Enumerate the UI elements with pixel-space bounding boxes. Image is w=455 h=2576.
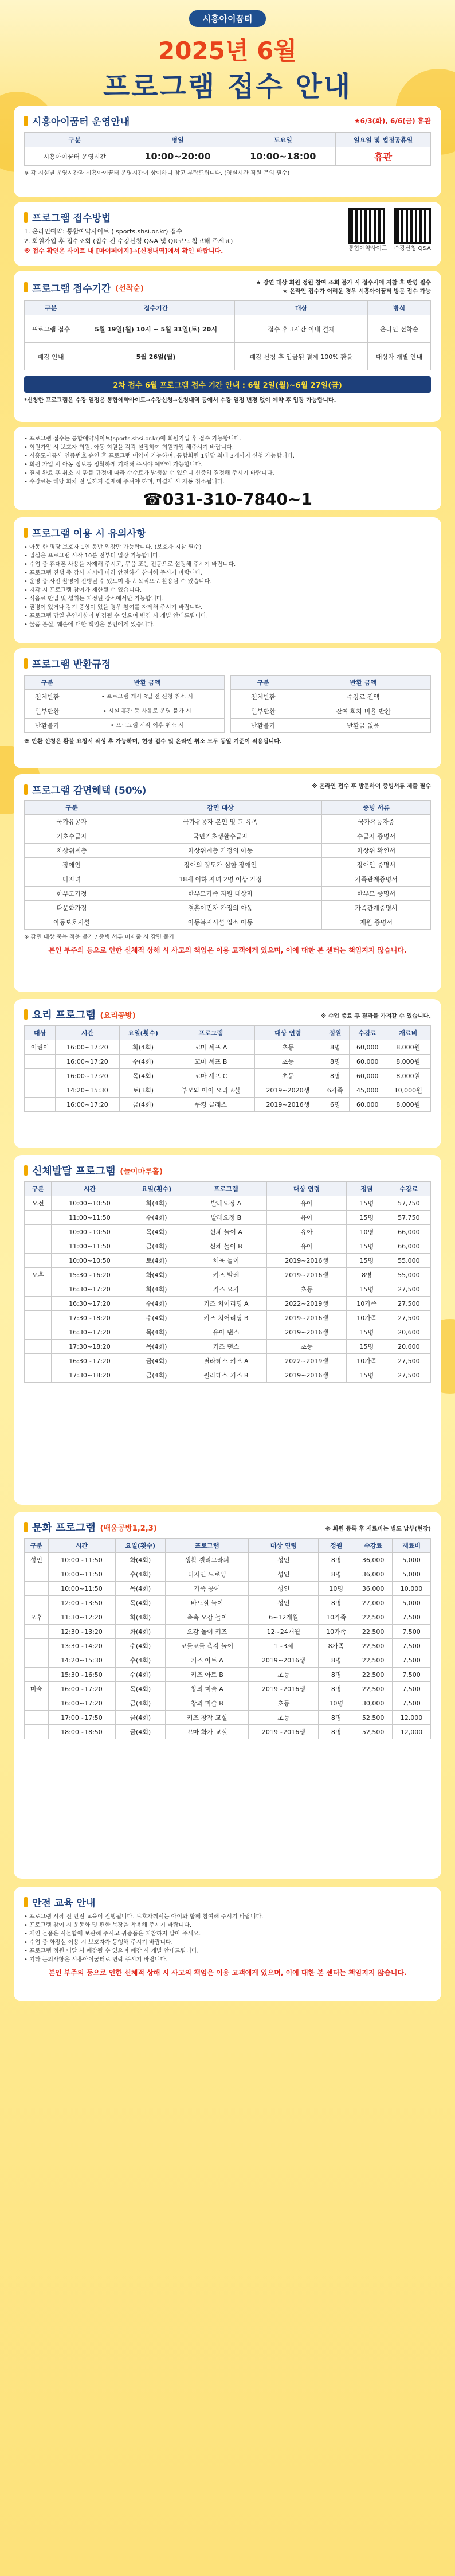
closed-note: ★6/3(화), 6/6(금) 휴관	[354, 117, 431, 125]
operation-table: 구분 평일 토요일 일요일 및 법정공휴일 시흥아이꿈터 운영시간 10:00~20:00 10:00~18:00 휴관	[24, 132, 431, 166]
refund-table-right: 구분 반환 금액 전체반환 수강료 전액 일부반환 잔여 회차 비율 반환 반환불가 반환금 없음	[230, 675, 431, 733]
page-title: 프로그램 접수 안내	[103, 71, 352, 103]
cooking-table: 대상 시간 요일(횟수) 프로그램 대상 연령 정원 수강료 재료비 어린이 16:00~17:20 화(4회) 꼬마 셰프 A 초등 8명 60,000 8,000원 16:00~17:20 수(4회) 꼬마 셰프 B 초등 8명 60,000 8,000원 16:00~17:20 목(4회) 꼬마 셰프 C 초등 8명 60,000 8,000원 14:20~15:30 토(3회) 부모와 아이 요리교실 2019~2020생 6가족 45,000 10,000원 16:00~17:20 금(4회) 쿠킹 클래스 2019~2016생 6명 60,000 8,000원	[24, 1025, 431, 1112]
rules-section: 프로그램 이용 시 유의사항 • 아동 한 명당 보호자 1인 동반 입장만 가능합니다. (보호자 지참 필수) • 입실은 프로그램 시작 10분 전부터 입장 가능합니다. • 수업 중 휴대폰 사용을 자제해 주시고, 무음 또는 진동으로 설정해 주시기 바랍니다. • 프로그램 진행 중 강사 지시에 따라 안전하게 참여해 주시기 바랍니다. • 운영 중 사진 촬영이 진행될 수 있으며 홍보 목적으로 활용될 수 있습니다. • 지각 시 프로그램 참여가 제한될 수 있습니다. • 식음료 반입 및 섭취는 지정된 장소에서만 가능합니다. • 질병이 있거나 감기 증상이 있을 경우 참여를 자제해 주시기 바랍니다. • 프로그램 당일 운영사항이 변경될 수 있으며 변경 시 개별 안내드립니다. • 물품 분실, 훼손에 대한 책임은 본인에게 있습니다.	[14, 517, 441, 643]
cooking-section: 요리 프로그램 (요리공방) ※ 수업 종료 후 결과물 가져갈 수 있습니다. 대상 시간 요일(횟수) 프로그램 대상 연령 정원 수강료 재료비 어린이 16:00~17:20 화(4회) 꼬마 셰프 A 초등 8명 60,000 8,000원 16:00~17:20 수(4회) 꼬마 셰프 B 초등 8명 60,000 8,000원 16:00~17:20 목(4회) 꼬마 셰프 C 초등 8명 60,000 8,000원 14:20~15:30 토(3회) 부모와 아이 요리교실 2019~2020생 6가족 45,000 10,000원 16:00~17:20 금(4회) 쿠킹 클래스 2019~2016생 6명 60,000 8,000원	[14, 999, 441, 1148]
qr-code-icon[interactable]	[394, 208, 431, 244]
period-table: 구분 접수기간 대상 방식 프로그램 접수 5월 19일(월) 10시 ~ 5월 31일(토) 20시 접수 후 3시간 이내 결제 온라인 선착순 폐강 안내 5월 26일(월) 폐강 신청 후 입금된 결제 100% 환불 대상자 개별 안내	[24, 300, 431, 370]
culture-table: 구분 시간 요일(횟수) 프로그램 대상 연령 정원 수강료 재료비 성인 10:00~11:50 화(4회) 생활 캘리그라피 성인 8명 36,000 5,000 10:00~11:50 수(4회) 디자인 드로잉 성인 8명 36,000 5,000 10:00~11:50 목(4회) 가죽 공예 성인 10명 36,000 10,000 12:00~13:50 목(4회) 바느질 놀이 성인 8명 27,000 5,000 오후 11:30~12:20 화(4회) 촉촉 오감 놀이 6~12개월 10가족 22,500 7,500 12:30~13:20 화(4회) 오감 놀이 키즈 12~24개월 10가족 22,500 7,500 13:30~14:20 수(4회) 꼬물꼬물 촉감 놀이 1~3세 8가족 22,500 7,500 14:20~15:30 수(4회) 키즈 아트 A 2019~2016생 8명 22,500 7,500 15:30~16:50 수(4회) 키즈 아트 B 초등 8명 22,500 7,500 미술 16:00~17:20 목(4회) 창의 미술 A 2019~2016생 8명 22,500 7,500 16:00~17:20 금(4회) 창의 미술 B 초등 10명 30,000 7,500 17:00~17:50 금(4회) 키즈 창작 교실 초등 8명 52,500 12,000 18:00~18:50 금(4회) 꼬마 화가 교실 2019~2016생 8명 52,500 12,000	[24, 1538, 431, 1739]
disclaimer: 본인 부주의 등으로 인한 신체적 상해 시 사고의 책임은 이용 고객에게 있으며, 이에 대한 본 센터는 책임지지 않습니다.	[48, 946, 407, 954]
period-section: 프로그램 접수기간 (선착순) ★ 강연 대상 회원 정원 참여 조회 불가 시 접수시에 지참 후 반영 필수 ★ 온라인 접수가 어려운 경우 시흥아이꿈터 방문 접수 가능 구분 접수기간 대상 방식 프로그램 접수 5월 19일(월) 10시 ~ 5월 31일(토) 20시 접수 후 3시간 이내 결제 온라인 선착순 폐강 안내 5월 26일(월) 폐강 신청 후 입금된 결제 100% 환불 대상자 개별 안내 2차 접수 6월 프로그램 접수 기간 안내 : 6월 2일(월)~6월 27일(금) *신청한 프로그램은 수강 일정은 통합예약사이트→수강신청→신청내역 등에서 수강 일정 변경 없이 예약 후 입장 가능합니다.	[14, 271, 441, 422]
year-month: 2025년 6월	[158, 37, 297, 65]
culture-section: 문화 프로그램 (배움공방1,2,3) ※ 회원 등록 후 재료비는 별도 납부(현장) 구분 시간 요일(횟수) 프로그램 대상 연령 정원 수강료 재료비 성인 10:00~11:50 화(4회) 생활 캘리그라피 성인 8명 36,000 5,000 10:00~11:50 수(4회) 디자인 드로잉 성인 8명 36,000 5,000 10:00~11:50 목(4회) 가죽 공예 성인 10명 36,000 10,000 12:00~13:50 목(4회) 바느질 놀이 성인 8명 27,000 5,000 오후 11:30~12:20 화(4회) 촉촉 오감 놀이 6~12개월 10가족 22,500 7,500 12:30~13:20 화(4회) 오감 놀이 키즈 12~24개월 10가족 22,500 7,500 13:30~14:20 수(4회) 꼬물꼬물 촉감 놀이 1~3세 8가족 22,500 7,500 14:20~15:30 수(4회) 키즈 아트 A 2019~2016생 8명 22,500 7,500 15:30~16:50 수(4회) 키즈 아트 B 초등 8명 22,500 7,500 미술 16:00~17:20 목(4회) 창의 미술 A 2019~2016생 8명 22,500 7,500 16:00~17:20 금(4회) 창의 미술 B 초등 10명 30,000 7,500 17:00~17:50 금(4회) 키즈 창작 교실 초등 8명 52,500 12,000 18:00~18:50 금(4회) 꼬마 화가 교실 2019~2016생 8명 52,500 12,000	[14, 1512, 441, 1879]
qr-code-icon[interactable]	[348, 208, 385, 244]
sports-table: 구분 시간 요일(횟수) 프로그램 대상 연령 정원 수강료 오전 10:00~10:50 화(4회) 발레요정 A 유아 15명 57,750 11:00~11:50 수(4회) 발레요정 B 유아 15명 57,750 10:00~10:50 목(4회) 신체 놀이 A 유아 10명 66,000 11:00~11:50 금(4회) 신체 놀이 B 유아 15명 66,000 10:00~10:50 토(4회) 체육 놀이 2019~2016생 15명 55,000 오후 15:30~16:20 화(4회) 키즈 발레 2019~2016생 8명 55,000 16:30~17:20 화(4회) 키즈 요가 초등 15명 27,500 16:30~17:20 수(4회) 키즈 치어리딩 A 2022~2019생 10가족 27,500 17:30~18:20 수(4회) 키즈 치어리딩 B 2019~2016생 10가족 27,500 16:30~17:20 목(4회) 유아 댄스 2019~2016생 15명 20,600 17:30~18:20 목(4회) 키즈 댄스 초등 15명 20,600 16:30~17:20 금(4회) 필라테스 키즈 A 2022~2019생 10가족 27,500 17:30~18:20 금(4회) 필라테스 키즈 B 2019~2016생 15명 27,500	[24, 1181, 431, 1383]
discount-table: 구분 감면 대상 증빙 서류 국가유공자 국가유공자 본인 및 그 유족 국가유공자증 기초수급자 국민기초생활수급자 수급자 증명서 차상위계층 차상위계층 가정의 아동 차상위 확인서 장애인 장애의 정도가 심한 장애인 장애인 증명서 다자녀 18세 이하 자녀 2명 이상 가정 가족관계증명서 한부모가정 한부모가족 지원 대상자 한부모 증명서 다문화가정 결혼이민자 가정의 아동 가족관계증명서 아동보호시설 아동복지시설 입소 아동 재원 증명서	[24, 800, 431, 930]
phone-number[interactable]: ☎031-310-7840~1	[143, 490, 312, 509]
period-banner: 2차 접수 6월 프로그램 접수 기간 안내 : 6월 2일(월)~6월 27일(금)	[24, 376, 431, 393]
org-tag: 시흥아이꿈터	[0, 10, 455, 27]
footer-disclaimer: 본인 부주의 등으로 인한 신체적 상해 시 사고의 책임은 이용 고객에게 있으며, 이에 대한 본 센터는 책임지지 않습니다.	[48, 1969, 407, 1977]
refund-table-left: 구분 반환 금액 전체반환 • 프로그램 개시 3일 전 신청 취소 시 일부반환 • 시설 휴관 등 사유로 운영 불가 시 반환불가 • 프로그램 시작 이후 취소 시	[24, 675, 225, 733]
operation-section	[14, 106, 441, 197]
contact-section: • 프로그램 접수는 통합예약사이트(sports.shsi.or.kr)에 회원가입 후 접수 가능합니다. • 회원가입 시 보호자 회원, 아동 회원을 각각 설정하여 회원가입 해주시기 바랍니다. • 시흥도시공사 인증번호 승인 후 프로그램 예약이 가능하며, 통합회원 1인당 최대 3개까지 신청 가능합니다. • 회원 가입 시 아동 정보를 정확하게 기재해 주셔야 예약이 가능합니다. • 결제 완료 후 취소 시 환불 규정에 따라 수수료가 발생할 수 있으니 신중히 결정해 주시기 바랍니다. • 수강료는 해당 회차 전 일까지 결제해 주셔야 하며, 미결제 시 자동 취소됩니다. ☎031-310-7840~1	[14, 427, 441, 510]
sports-section: 신체발달 프로그램 (놀이마루홀) 구분 시간 요일(횟수) 프로그램 대상 연령 정원 수강료 오전 10:00~10:50 화(4회) 발레요정 A 유아 15명 57,750 11:00~11:50 수(4회) 발레요정 B 유아 15명 57,750 10:00~10:50 목(4회) 신체 놀이 A 유아 10명 66,000 11:00~11:50 금(4회) 신체 놀이 B 유아 15명 66,000 10:00~10:50 토(4회) 체육 놀이 2019~2016생 15명 55,000 오후 15:30~16:20 화(4회) 키즈 발레 2019~2016생 8명 55,000 16:30~17:20 화(4회) 키즈 요가 초등 15명 27,500 16:30~17:20 수(4회) 키즈 치어리딩 A 2022~2019생 10가족 27,500 17:30~18:20 수(4회) 키즈 치어리딩 B 2019~2016생 10가족 27,500 16:30~17:20 목(4회) 유아 댄스 2019~2016생 15명 20,600 17:30~18:20 목(4회) 키즈 댄스 초등 15명 20,600 16:30~17:20 금(4회) 필라테스 키즈 A 2022~2019생 10가족 27,500 17:30~18:20 금(4회) 필라테스 키즈 B 2019~2016생 15명 27,500	[14, 1155, 441, 1505]
refund-section: 프로그램 반환규정 구분 반환 금액 전체반환 • 프로그램 개시 3일 전 신청 취소 시 일부반환 • 시설 휴관 등 사유로 운영 불가 시 반환불가 • 프로그램 시작 이후 취소 시 구분 반환 금액 전체반환 수강료 전액 일부반환 잔여 회차 비율 반환 반환불가 반환금 없음 ※ 반환 신청은 환불 요청서 작성 후 가능하며, 현장 접수 및 온라인 취소 모두 동일 기준이 적용됩니다.	[14, 648, 441, 768]
operation-note: ※ 각 시설별 운영시간과 시흥아이꿈터 운영시간이 상이하니 참고 부탁드립니다. (영실시간 직원 문의 필수)	[24, 170, 290, 177]
method-section: 프로그램 접수방법 1. 온라인예약: 통합예약사이트 ( sports.shsi.or.kr) 접수 2. 회원가입 후 접수조회 (접수 전 수강신청 Q&A 및 QR코드 참고해 주세요) ※ 접수 확인은 사이트 내 [마이페이지]→[신청내역]에서 확인 바랍니다. 통합예약사이트 수강신청 Q&A	[14, 202, 441, 266]
discount-section: 프로그램 감면혜택 (50%) ※ 온라인 접수 후 방문하여 증빙서류 제출 필수 구분 감면 대상 증빙 서류 국가유공자 국가유공자 본인 및 그 유족 국가유공자증 기초수급자 국민기초생활수급자 수급자 증명서 차상위계층 차상위계층 가정의 아동 차상위 확인서 장애인 장애의 정도가 심한 장애인 장애인 증명서 다자녀 18세 이하 자녀 2명 이상 가정 가족관계증명서 한부모가정 한부모가족 지원 대상자 한부모 증명서 다문화가정 결혼이민자 가정의 아동 가족관계증명서 아동보호시설 아동복지시설 입소 아동 재원 증명서 ※ 감면 대상 중복 적용 불가 / 증빙 서류 미제출 시 감면 불가 본인 부주의 등으로 인한 신체적 상해 시 사고의 책임은 이용 고객에게 있으며, 이에 대한 본 센터는 책임지지 않습니다.	[14, 774, 441, 992]
guide-section: 안전 교육 안내 • 프로그램 시작 전 안전 교육이 진행됩니다. 보호자께서는 아이와 함께 참여해 주시기 바랍니다. • 프로그램 참여 시 운동화 및 편한 복장을 착용해 주시기 바랍니다. • 개인 물품은 사물함에 보관해 주시고 귀중품은 지참하지 말아 주세요. • 수업 중 화장실 이용 시 보호자가 동행해 주시기 바랍니다. • 프로그램 정원 미달 시 폐강될 수 있으며 폐강 시 개별 안내드립니다. • 기타 문의사항은 시흥아이꿈터로 연락 주시기 바랍니다. 본인 부주의 등으로 인한 신체적 상해 시 사고의 책임은 이용 고객에게 있으며, 이에 대한 본 센터는 책임지지 않습니다.	[14, 1887, 441, 2001]
operation-title: 시흥아이꿈터 운영안내	[32, 116, 130, 128]
